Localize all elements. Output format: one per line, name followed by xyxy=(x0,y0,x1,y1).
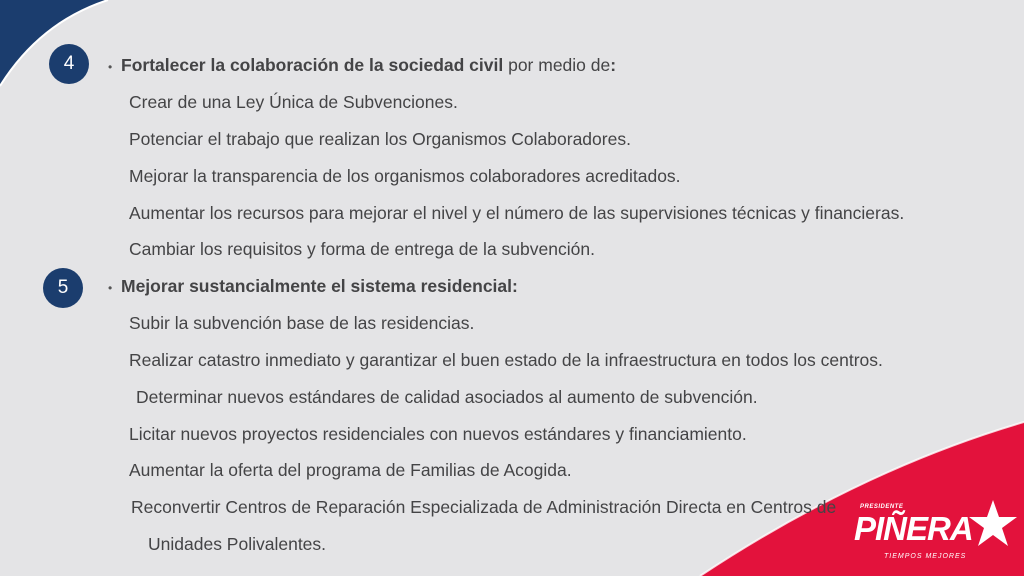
section-heading xyxy=(121,55,616,76)
heading-rest-text: por medio de xyxy=(503,55,611,75)
list-item: Crear de una Ley Única de Subvenciones. xyxy=(129,92,458,112)
section-number-badge: 5 xyxy=(43,268,83,308)
heading-colon: : xyxy=(610,55,617,75)
list-item: Aumentar la oferta del programa de Familias de Acogida. xyxy=(129,460,572,480)
heading-bold-text: Fortalecer la colaboración de la sociedad civil xyxy=(121,55,504,75)
list-item: Determinar nuevos estándares de calidad asociados al aumento de subvención. xyxy=(136,387,758,407)
section-heading: Mejorar sustancialmente el sistema residencial: xyxy=(121,276,518,296)
list-item: Cambiar los requisitos y forma de entrega de la subvención. xyxy=(129,239,595,259)
logo-top-text: PRESIDENTE xyxy=(860,504,904,510)
list-item: Mejorar la transparencia de los organismos colaboradores acreditados. xyxy=(129,166,681,186)
logo-name: PIÑERA xyxy=(854,510,973,547)
bullet-icon: • xyxy=(108,60,113,74)
star-icon xyxy=(968,498,1018,548)
list-item: Unidades Polivalentes. xyxy=(148,534,327,554)
list-item: Licitar nuevos proyectos residenciales con nuevos estándares y financiamiento. xyxy=(129,424,747,444)
list-item: Aumentar los recursos para mejorar el nivel y el número de las supervisiones técnicas y financieras. xyxy=(129,203,905,223)
list-item: Reconvertir Centros de Reparación Especializada de Administración Directa en Centros de xyxy=(131,497,837,517)
pinera-logo xyxy=(850,496,1020,566)
bullet-icon: • xyxy=(108,281,113,295)
list-item: Subir la subvención base de las residencias. xyxy=(129,313,475,333)
list-item: Potenciar el trabajo que realizan los Organismos Colaboradores. xyxy=(129,129,631,149)
list-item: Realizar catastro inmediato y garantizar el buen estado de la infraestructura en todos los centros. xyxy=(129,350,883,370)
section-number-badge: 4 xyxy=(49,44,89,84)
logo-tagline: TIEMPOS MEJORES xyxy=(884,553,967,560)
